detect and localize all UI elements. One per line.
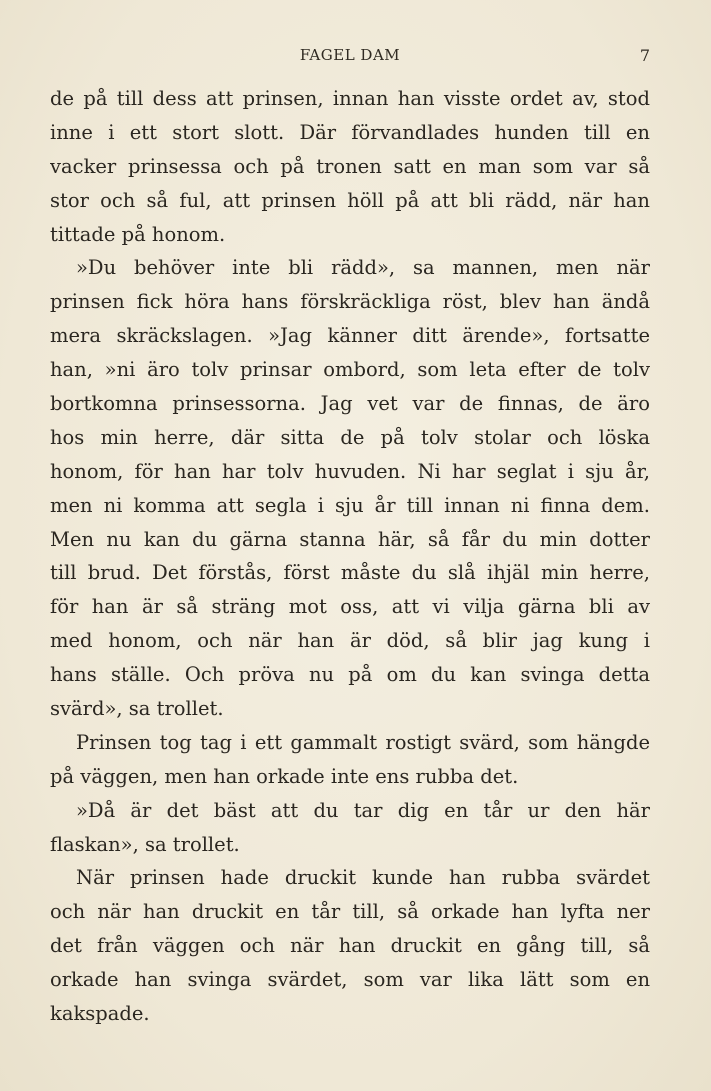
text-line: med honom, och när han är död, så blir jag kung i: [50, 629, 650, 653]
text-line: Men nu kan du gärna stanna här, så får du min dotter: [50, 527, 650, 551]
text-line: »Då är det bäst att du tar dig en tår ur den här: [76, 798, 650, 822]
text-line: prinsen fick höra hans förskräckliga röst, blev han ändå: [50, 290, 650, 314]
text-line: tittade på honom.: [50, 222, 226, 246]
text-line: det från väggen och när han druckit en gång till, så: [50, 934, 650, 958]
text-line: bortkomna prinsessorna. Jag vet var de finnas, de äro: [50, 392, 650, 416]
text-line: orkade han svinga svärdet, som var lika lätt som en: [50, 968, 650, 992]
page-header: [50, 46, 650, 70]
text-line: men ni komma att segla i sju år till innan ni finna dem.: [50, 493, 650, 517]
text-line: stor och så ful, att prinsen höll på att bli rädd, när han: [50, 188, 650, 212]
text-line: hans ställe. Och pröva nu på om du kan svinga detta: [50, 663, 650, 687]
text-line: vacker prinsessa och på tronen satt en man som var så: [50, 154, 650, 178]
text-line: hos min herre, där sitta de på tolv stolar och löska: [50, 425, 650, 449]
text-line: Prinsen tog tag i ett gammalt rostigt svärd, som hängde: [76, 730, 650, 754]
text-line: När prinsen hade druckit kunde han rubba svärdet: [76, 866, 650, 890]
running-title: FAGEL DAM: [299, 46, 401, 64]
text-line: kakspade.: [50, 1002, 150, 1026]
text-line: för han är så sträng mot oss, att vi vilja gärna bli av: [50, 595, 650, 619]
text-line: de på till dess att prinsen, innan han visste ordet av, stod: [50, 87, 650, 110]
text-line: på väggen, men han orkade inte ens rubba det.: [50, 764, 519, 788]
text-line: mera skräckslagen. »Jag känner ditt ärende», fortsatte: [50, 324, 650, 348]
text-line: och när han druckit en tår till, så orkade han lyfta ner: [50, 900, 650, 924]
page-number: 7: [639, 46, 650, 65]
text-line: svärd», sa trollet.: [50, 697, 224, 721]
text-line: »Du behöver inte bli rädd», sa mannen, men när: [76, 256, 650, 280]
text-line: till brud. Det förstås, först måste du slå ihjäl min herre,: [50, 561, 650, 585]
text-line: inne i ett stort slott. Där förvandlades hunden till en: [50, 120, 650, 144]
body-text: [50, 82, 650, 1031]
text-line: han, »ni äro tolv prinsar ombord, som leta efter de tolv: [50, 358, 650, 382]
text-line: honom, för han har tolv huvuden. Ni har seglat i sju år,: [50, 459, 650, 483]
text-line: flaskan», sa trollet.: [50, 832, 240, 856]
